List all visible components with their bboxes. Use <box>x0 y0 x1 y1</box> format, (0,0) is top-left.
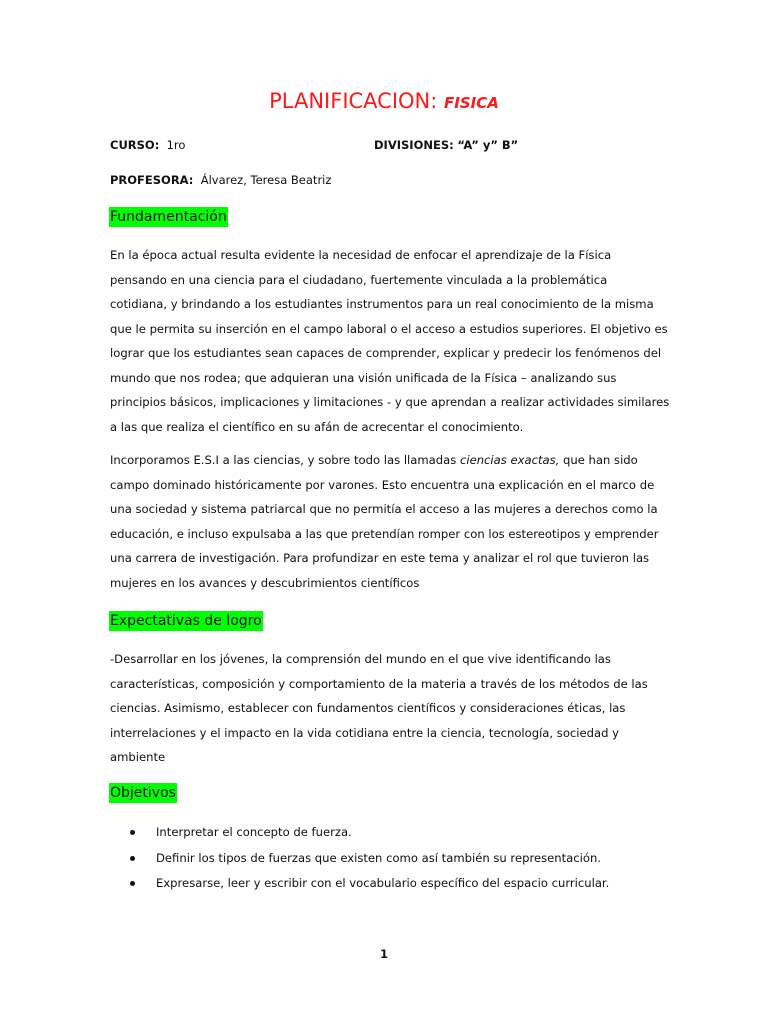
curso-value: 1ro <box>166 138 186 152</box>
profesora-label: PROFESORA: <box>110 173 194 187</box>
expectativas-paragraph <box>110 647 660 770</box>
objetivos-list <box>110 820 670 897</box>
paragraph-line: campo dominado históricamente por varones. Esto encuentra una explicación en el marco de <box>110 477 655 492</box>
curso-line <box>110 137 185 153</box>
text-run: Incorporamos E.S.I a las ciencias, y sobre todo las llamadas <box>110 453 460 467</box>
paragraph-line: interrelaciones y el impacto en la vida cotidiana entre la ciencia, tecnología, sociedad y <box>110 725 620 740</box>
heading-expectativas: Expectativas de logro <box>110 613 262 629</box>
paragraph-line <box>110 448 660 473</box>
paragraph-line: una sociedad y sistema patriarcal que no permitía el acceso a las mujeres a derechos como la <box>110 502 658 516</box>
text-run: que han sido <box>559 453 638 467</box>
paragraph-line: una carrera de investigación. Para profundizar en este tema y analizar el rol que tuvieron las <box>110 551 650 565</box>
heading-objetivos: Objetivos <box>110 785 176 801</box>
title-subject: FISICA <box>444 94 499 112</box>
divisiones-value: “A” y” B” <box>457 138 519 152</box>
title-main: PLANIFICACION: <box>269 89 438 113</box>
paragraph-line: lograr que los estudiantes sean capaces de comprender, explicar y predecir los fenómenos del <box>110 346 662 360</box>
paragraph-line: a las que realiza el científico en su afán de acrecentar el conocimiento. <box>110 419 524 434</box>
italic-term: ciencias exactas, <box>459 453 560 467</box>
divisiones-label: DIVISIONES: <box>374 138 454 152</box>
paragraph-line: que le permita su inserción en el campo laboral o el acceso a estudios superiores. El objetivo es <box>110 321 668 336</box>
fundamentacion-paragraph-2 <box>110 448 660 595</box>
heading-fundamentacion: Fundamentación <box>110 209 227 225</box>
paragraph-line: cotidiana, y brindando a los estudiantes instrumentos para un real conocimiento de la misma <box>110 297 654 311</box>
paragraph-line: -Desarrollar en los jóvenes, la comprensión del mundo en el que vive identificando las <box>110 652 611 666</box>
bullet-icon <box>130 856 135 861</box>
paragraph-line: pensando en una ciencia para el ciudadano, fuertemente vinculada a la problemática <box>110 272 608 287</box>
paragraph-line: ambiente <box>110 750 166 764</box>
fundamentacion-paragraph-1 <box>110 243 670 439</box>
list-item-text: Definir los tipos de fuerzas que existen como así también su representación. <box>156 850 601 865</box>
bullet-icon <box>130 881 135 886</box>
profesora-value: Álvarez, Teresa Beatriz <box>200 173 332 187</box>
list-item <box>110 871 670 897</box>
paragraph-line: mujeres en los avances y descubrimientos científicos <box>110 575 420 590</box>
paragraph-line: educación, e incluso expulsaba a las que pretendían romper con los estereotipos y emprender <box>110 526 659 541</box>
paragraph-line: ciencias. Asimismo, establecer con fundamentos científicos y consideraciones éticas, las <box>110 701 626 715</box>
curso-label: CURSO: <box>110 138 160 152</box>
paragraph-line: principios básicos, implicaciones y limitaciones - y que aprendan a realizar actividades similares <box>110 395 670 409</box>
list-item <box>110 820 670 846</box>
divisiones-line <box>374 137 518 153</box>
paragraph-line: características, composición y comportamiento de la materia a través de los métodos de las <box>110 676 648 691</box>
document-title <box>0 88 768 116</box>
list-item <box>110 846 670 872</box>
page-number: 1 <box>379 947 388 961</box>
bullet-icon <box>130 830 135 835</box>
list-item-text: Expresarse, leer y escribir con el vocabulario específico del espacio curricular. <box>156 876 610 890</box>
paragraph-line: mundo que nos rodea; que adquieran una visión unificada de la Física – analizando sus <box>110 370 617 385</box>
profesora-line <box>110 172 331 188</box>
paragraph-line: En la época actual resulta evidente la necesidad de enfocar el aprendizaje de la Física <box>110 248 612 262</box>
list-item-text: Interpretar el concepto de fuerza. <box>156 825 352 839</box>
